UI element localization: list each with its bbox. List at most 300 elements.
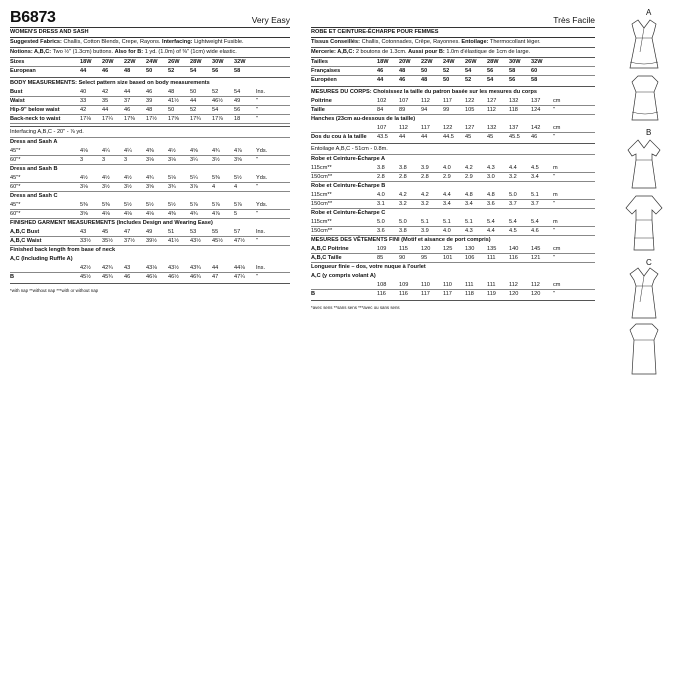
- interfacing-metres: Entoilage A,B,C - 51cm - 0.8m.: [311, 146, 388, 152]
- table-cell: 112: [421, 98, 430, 104]
- back-length-title: Finished back length from base of neck: [10, 247, 116, 253]
- table-cell: 124: [531, 107, 541, 113]
- table-cell: 18W: [80, 59, 92, 65]
- table-cell: 3.9: [421, 228, 429, 234]
- table-cell: 46⅛: [146, 274, 157, 280]
- table-cell: 3.7: [509, 201, 517, 207]
- table-cell: 4.8: [465, 192, 473, 198]
- table-cell: 117: [421, 291, 430, 297]
- table-cell: 117: [443, 98, 452, 104]
- table-cell: 33½: [80, 238, 91, 244]
- table-cell: 52: [190, 107, 197, 113]
- table-cell: 17⅛: [80, 116, 91, 122]
- row-label: Bust: [10, 89, 23, 95]
- table-cell: 4⅞: [234, 148, 242, 154]
- table-cell: 102: [377, 98, 387, 104]
- francaises-row: [311, 67, 595, 75]
- table-cell: 125: [443, 246, 453, 252]
- finished-row: [311, 254, 595, 262]
- table-cell: 28W: [487, 59, 499, 65]
- table-cell: 60: [531, 68, 538, 74]
- finished-table-fr: [311, 245, 595, 263]
- sizes-row: [10, 58, 290, 66]
- body-measurements-title-fr: MESURES DU CORPS: Choisissez la taille du patron basée sur les mesures du corps: [311, 89, 537, 95]
- pattern-code: B6873: [10, 9, 56, 26]
- row-label: A,B,C Waist: [10, 238, 42, 244]
- finished-measurements-title-fr: MESURES DES VÊTEMENTS FINI (Motif et aisance de port compris): [311, 237, 491, 243]
- table-cell: 3½: [102, 184, 110, 190]
- table-cell: 26W: [168, 59, 180, 65]
- row-label: B: [311, 291, 316, 297]
- body-row: [311, 106, 595, 114]
- row-label: A,B,C Poitrine: [311, 246, 349, 252]
- table-cell: 3⅞: [190, 184, 198, 190]
- row-label: A,B,C Taille: [311, 255, 342, 261]
- table-cell: 137: [531, 98, 541, 104]
- table-cell: 5⅞: [190, 202, 198, 208]
- table-cell: 48: [146, 107, 153, 113]
- table-cell: 4⅛: [102, 211, 110, 217]
- table-cell: 4: [212, 184, 216, 190]
- row-label: Poitrine: [311, 98, 332, 104]
- french-header: [311, 10, 595, 28]
- table-cell: 116: [399, 291, 408, 297]
- difficulty-label-fr: Très Facile: [553, 15, 595, 25]
- table-cell: 5⅞: [212, 202, 220, 208]
- table-cell: 116: [509, 255, 518, 261]
- unit-cell: cm: [553, 246, 561, 252]
- table-cell: 4.6: [531, 228, 539, 234]
- table-cell: 4.2: [399, 192, 407, 198]
- row-label: European: [10, 68, 36, 74]
- table-cell: 5⅜: [102, 202, 110, 208]
- fabric-section-title: Robe et Ceinture-Écharpe C: [311, 210, 386, 216]
- table-cell: 122: [443, 125, 453, 131]
- row-label: Dos du cou à la taille: [311, 134, 367, 140]
- technical-sketches: [612, 0, 680, 380]
- table-cell: 112: [509, 282, 518, 288]
- table-cell: 119: [487, 291, 496, 297]
- table-cell: 3.8: [377, 165, 385, 171]
- body-measurements-table-fr: [311, 97, 595, 115]
- table-cell: 48: [168, 89, 175, 95]
- fabric-section-title: Dress and Sash A: [10, 139, 58, 145]
- table-cell: 46: [399, 77, 406, 83]
- unit-cell: Yds.: [256, 148, 268, 154]
- table-cell: 45: [465, 134, 472, 140]
- table-cell: 3⅝: [234, 157, 242, 163]
- european-row: [311, 76, 595, 84]
- table-cell: 3.1: [377, 201, 385, 207]
- table-cell: 4⅛: [146, 211, 154, 217]
- table-cell: 52: [212, 89, 219, 95]
- table-cell: 26W: [465, 59, 477, 65]
- fabric-section-title: Robe et Ceinture-Écharpe A: [311, 156, 386, 162]
- table-cell: 120: [421, 246, 431, 252]
- table-cell: 120: [509, 291, 519, 297]
- table-cell: 42: [102, 89, 109, 95]
- table-cell: 5⅜: [212, 175, 220, 181]
- row-label: 45"*: [10, 202, 21, 208]
- dress-a-front-sketch: [624, 18, 664, 70]
- yardage-row: [311, 164, 595, 172]
- unit-cell: ": [256, 238, 258, 244]
- table-cell: 3⅝: [80, 211, 88, 217]
- table-cell: 132: [487, 125, 497, 131]
- table-cell: 17⅝: [168, 116, 179, 122]
- table-cell: 4.2: [465, 165, 473, 171]
- table-cell: 46: [146, 89, 153, 95]
- row-label: 150cm**: [311, 174, 333, 180]
- footnote: *with nap **without nap ***with or without nap: [10, 288, 99, 293]
- unit-cell: Yds.: [256, 202, 268, 208]
- table-cell: 5.4: [509, 219, 517, 225]
- unit-cell: ": [553, 291, 555, 297]
- table-cell: 4⅛: [80, 148, 88, 154]
- table-cell: 44: [190, 98, 197, 104]
- table-cell: 4.2: [421, 192, 429, 198]
- table-cell: 46: [102, 68, 109, 74]
- view-label-b: B: [646, 128, 652, 137]
- table-cell: 4.5: [531, 165, 539, 171]
- table-cell: 117: [443, 291, 452, 297]
- table-cell: 43: [124, 265, 131, 271]
- table-cell: 4¾: [212, 148, 220, 154]
- table-cell: 90: [399, 255, 406, 261]
- table-cell: 40: [80, 89, 87, 95]
- table-cell: 4½: [80, 175, 88, 181]
- table-cell: 54: [234, 89, 241, 95]
- row-label: Waist: [10, 98, 25, 104]
- table-cell: 56: [234, 107, 241, 113]
- table-cell: 47½: [234, 238, 245, 244]
- table-cell: 135: [487, 246, 497, 252]
- back-length-row: [311, 290, 595, 298]
- table-cell: 4.0: [377, 192, 385, 198]
- dress-c-front-sketch: [624, 266, 664, 320]
- table-cell: 137: [509, 125, 519, 131]
- finished-table: [10, 228, 290, 246]
- table-cell: 3: [80, 157, 84, 163]
- table-cell: 118: [509, 107, 518, 113]
- garment-title-fr: ROBE ET CEINTURE-ÉCHARPE POUR FEMMES: [311, 28, 595, 38]
- table-cell: 35½: [102, 238, 113, 244]
- table-cell: 3.4: [465, 201, 473, 207]
- row-label: Hip-9" below waist: [10, 107, 60, 113]
- table-cell: 3: [102, 157, 106, 163]
- table-cell: 2.9: [465, 174, 473, 180]
- table-cell: 4.0: [443, 165, 451, 171]
- table-cell: 35: [102, 98, 109, 104]
- table-cell: 52: [168, 68, 175, 74]
- table-cell: 43: [80, 229, 87, 235]
- table-cell: 54: [487, 77, 494, 83]
- row-label: 150cm**: [311, 228, 333, 234]
- notions-line: Notions: A,B,C: Two ½" (1.3cm) buttons. Also for B: 1 yd. (1.0m) of ⅜" (1cm) wide elastic.: [10, 48, 290, 58]
- unit-cell: ": [553, 228, 555, 234]
- table-cell: 33: [80, 98, 87, 104]
- table-cell: 127: [465, 125, 475, 131]
- unit-cell: cm: [553, 98, 561, 104]
- table-cell: 107: [399, 98, 409, 104]
- yardage-row: [10, 183, 290, 191]
- back-length-subtitle-fr: A,C (y compris volant A): [311, 273, 376, 279]
- hanches-label: Hanches (23cm au-dessous de la taille): [311, 116, 416, 122]
- fabric-section-title: Dress and Sash B: [10, 166, 58, 172]
- table-cell: 48: [399, 68, 406, 74]
- table-cell: 3.6: [487, 201, 495, 207]
- finished-row: [10, 228, 290, 236]
- row-label: 45"*: [10, 148, 21, 154]
- yardage-row: [311, 191, 595, 199]
- table-cell: 5.1: [531, 192, 539, 198]
- table-cell: 46: [377, 68, 384, 74]
- interfacing-yardage: Interfacing A,B,C - 20" - ⅞ yd.: [10, 129, 84, 135]
- unit-cell: ": [256, 107, 258, 113]
- finished-row: [311, 245, 595, 253]
- table-cell: 58: [234, 68, 241, 74]
- table-cell: 54: [190, 68, 197, 74]
- table-cell: 45: [487, 134, 494, 140]
- table-cell: 140: [509, 246, 519, 252]
- english-header: [10, 10, 290, 28]
- table-cell: 50: [146, 68, 153, 74]
- table-cell: 17½: [146, 116, 157, 122]
- table-cell: 46½: [212, 98, 223, 104]
- european-row: [10, 67, 290, 75]
- table-cell: 5: [234, 211, 238, 217]
- table-cell: 101: [443, 255, 453, 261]
- english-column: [10, 10, 290, 294]
- row-label: 45"*: [10, 175, 21, 181]
- table-cell: 3½: [212, 157, 220, 163]
- yardage-row: [10, 147, 290, 155]
- table-cell: 110: [443, 282, 452, 288]
- table-cell: 5¼: [190, 175, 198, 181]
- table-cell: 53: [190, 229, 197, 235]
- unit-cell: ": [256, 116, 258, 122]
- table-cell: 5½: [168, 202, 176, 208]
- dress-b-back-sketch: [620, 194, 668, 254]
- unit-cell: cm: [553, 282, 561, 288]
- table-cell: 47: [212, 274, 219, 280]
- table-cell: 58: [509, 68, 516, 74]
- table-cell: 3.8: [399, 228, 407, 234]
- table-cell: 54: [465, 68, 472, 74]
- unit-cell: ": [553, 255, 555, 261]
- table-cell: 3.2: [421, 201, 429, 207]
- row-label: Taille: [311, 107, 325, 113]
- table-cell: 107: [377, 125, 387, 131]
- table-cell: 4¾: [190, 211, 198, 217]
- unit-cell: ": [553, 107, 555, 113]
- unit-cell: ": [256, 98, 258, 104]
- table-cell: 3¼: [190, 157, 198, 163]
- back-length-row: [10, 273, 290, 281]
- table-cell: 5.0: [509, 192, 517, 198]
- table-cell: 48: [124, 68, 131, 74]
- table-cell: 5.4: [531, 219, 539, 225]
- table-cell: 116: [377, 291, 386, 297]
- back-length-row: [10, 264, 290, 272]
- table-cell: 51: [168, 229, 175, 235]
- table-cell: 2.8: [421, 174, 429, 180]
- size-table: [10, 58, 290, 75]
- row-label: B: [10, 274, 15, 280]
- table-cell: 44: [377, 77, 384, 83]
- row-label: A,B,C Bust: [10, 229, 40, 235]
- dress-c-back-sketch: [626, 322, 662, 376]
- table-cell: 3⅛: [168, 157, 176, 163]
- table-cell: 3.0: [487, 174, 495, 180]
- back-length-row: [311, 281, 595, 289]
- table-cell: 3.6: [377, 228, 385, 234]
- table-cell: 54: [212, 107, 219, 113]
- table-cell: 5.1: [443, 219, 451, 225]
- unit-cell: m: [553, 219, 558, 225]
- fabric-section-title: Dress and Sash C: [10, 193, 58, 199]
- table-cell: 4.4: [509, 165, 517, 171]
- table-cell: 3.4: [443, 201, 451, 207]
- table-cell: 2.8: [377, 174, 385, 180]
- table-cell: 4.8: [487, 192, 495, 198]
- table-cell: 4⅞: [212, 211, 220, 217]
- notions-line-fr: Mercerie: A,B,C: 2 boutons de 1.3cm. Aussi pour B: 1.0m d'élastique de 1cm de large.: [311, 48, 595, 58]
- table-cell: 32W: [234, 59, 246, 65]
- unit-cell: Ins.: [256, 229, 266, 235]
- body-row: [311, 97, 595, 105]
- table-cell: 3: [124, 157, 128, 163]
- table-cell: 94: [421, 107, 428, 113]
- table-cell: 109: [377, 246, 387, 252]
- table-cell: 4.0: [443, 228, 451, 234]
- row-label: [311, 281, 377, 289]
- table-cell: 132: [509, 98, 519, 104]
- table-cell: 89: [399, 107, 406, 113]
- table-cell: 49: [146, 229, 153, 235]
- table-cell: 5.4: [487, 219, 495, 225]
- table-cell: 111: [465, 282, 474, 288]
- unit-cell: m: [553, 165, 558, 171]
- table-cell: 41½: [168, 238, 179, 244]
- table-cell: 50: [421, 68, 428, 74]
- yardage-row: [311, 200, 595, 208]
- finished-measurements-title: FINISHED GARMENT MEASUREMENTS (Includes Design and Wearing Ease): [10, 220, 213, 226]
- table-cell: 32W: [531, 59, 543, 65]
- table-cell: 4½: [102, 175, 110, 181]
- size-table-fr: [311, 58, 595, 84]
- table-cell: 20W: [399, 59, 411, 65]
- table-cell: 5.1: [421, 219, 429, 225]
- unit-cell: cm: [553, 125, 561, 131]
- row-label: 60"*: [10, 211, 21, 217]
- table-cell: 45: [102, 229, 109, 235]
- hanches-row: [311, 124, 595, 132]
- table-cell: 5½: [124, 202, 132, 208]
- table-cell: 46: [531, 134, 538, 140]
- table-cell: 122: [465, 98, 475, 104]
- table-cell: 45½: [212, 238, 223, 244]
- back-length-table: [10, 264, 290, 281]
- back-length-title-fr: Longueur finie – dos, votre nuque à l'ourlet: [311, 264, 426, 270]
- row-label: 115cm**: [311, 165, 332, 171]
- table-cell: 4⅜: [146, 148, 154, 154]
- body-measurements-table: [10, 88, 290, 124]
- row-label: Françaises: [311, 68, 341, 74]
- row-label: 150cm**: [311, 201, 333, 207]
- table-cell: 43⅛: [146, 265, 157, 271]
- finished-row: [10, 237, 290, 245]
- garment-title: WOMEN'S DRESS AND SASH: [10, 28, 290, 38]
- table-cell: 17¾: [190, 116, 201, 122]
- table-cell: 115: [399, 246, 408, 252]
- unit-cell: ": [256, 184, 258, 190]
- table-cell: 47: [124, 229, 131, 235]
- table-cell: 17⅞: [212, 116, 223, 122]
- table-cell: 46½: [168, 274, 179, 280]
- table-cell: 58: [531, 77, 538, 83]
- row-label: [10, 264, 80, 272]
- table-cell: 110: [421, 282, 430, 288]
- table-cell: 18W: [377, 59, 389, 65]
- table-cell: 57: [234, 229, 241, 235]
- row-label: [311, 124, 377, 132]
- table-cell: 5½: [146, 202, 154, 208]
- table-cell: 3⅝: [146, 184, 154, 190]
- table-cell: 49: [234, 98, 241, 104]
- table-cell: 118: [465, 291, 474, 297]
- table-cell: 46¾: [190, 274, 201, 280]
- table-cell: 55: [212, 229, 219, 235]
- table-cell: 56: [509, 77, 516, 83]
- table-cell: 3.8: [399, 165, 407, 171]
- table-cell: 42: [80, 107, 87, 113]
- table-cell: 3.9: [421, 165, 429, 171]
- table-cell: 56: [487, 68, 494, 74]
- table-cell: 5.0: [399, 219, 407, 225]
- unit-cell: ": [553, 134, 555, 140]
- table-cell: 3½: [124, 184, 132, 190]
- table-cell: 112: [487, 107, 496, 113]
- french-column: [311, 10, 595, 311]
- table-cell: 4.3: [487, 165, 495, 171]
- table-cell: 22W: [124, 59, 136, 65]
- yardage-row: [311, 227, 595, 235]
- yardage-row: [10, 174, 290, 182]
- table-cell: 24W: [443, 59, 455, 65]
- body-row: [10, 97, 290, 105]
- table-cell: 121: [531, 255, 541, 261]
- table-cell: 4.5: [509, 228, 517, 234]
- view-label-a: A: [646, 8, 652, 17]
- unit-cell: ": [256, 211, 258, 217]
- table-cell: 105: [465, 107, 475, 113]
- table-cell: 4: [234, 184, 238, 190]
- table-cell: 20W: [102, 59, 114, 65]
- table-cell: 4½: [124, 175, 132, 181]
- table-cell: 3¾: [168, 184, 176, 190]
- table-cell: 28W: [190, 59, 202, 65]
- table-cell: 17⅜: [124, 116, 135, 122]
- row-label: Européen: [311, 77, 337, 83]
- body-row: [10, 115, 290, 123]
- yardage-row: [10, 210, 290, 218]
- table-cell: 4.4: [487, 228, 495, 234]
- fabric-metrage: [311, 155, 595, 236]
- table-cell: 3.2: [509, 174, 517, 180]
- table-cell: 4⅜: [168, 211, 176, 217]
- unit-cell: m: [553, 192, 558, 198]
